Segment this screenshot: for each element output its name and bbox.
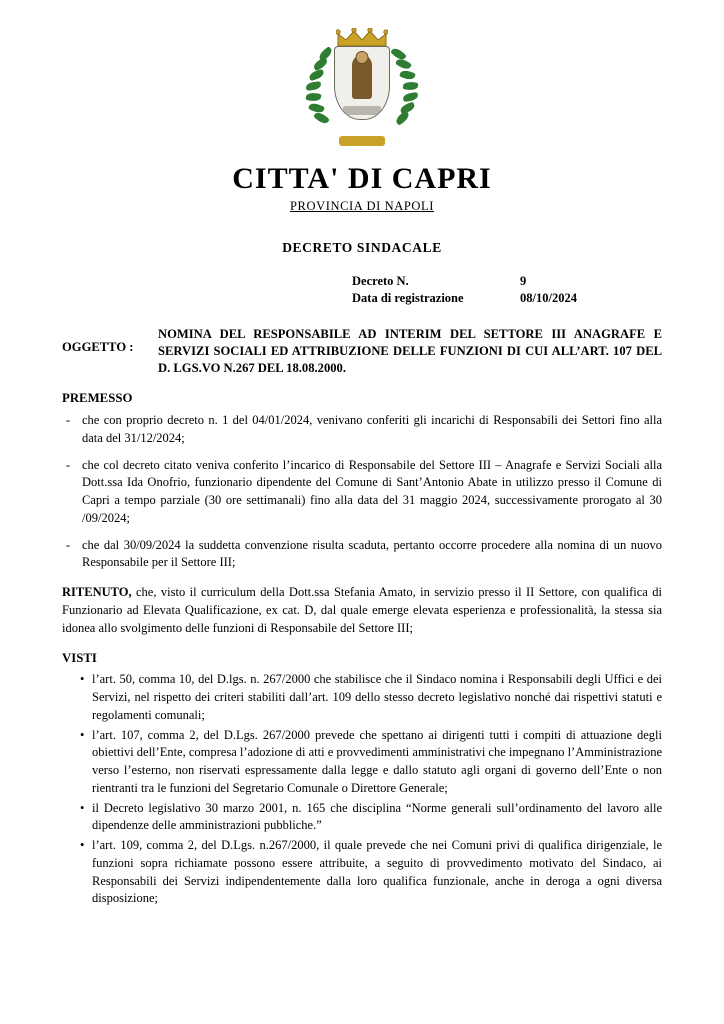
coat-of-arms-icon xyxy=(300,28,424,146)
dash-marker: - xyxy=(66,457,71,472)
dash-marker: - xyxy=(66,537,71,552)
list-item xyxy=(62,727,662,798)
decree-number-label: Decreto N. xyxy=(352,274,409,288)
bullet-marker: • xyxy=(80,727,85,742)
list-item xyxy=(62,457,662,528)
bullet-marker: • xyxy=(80,838,85,852)
subject-block xyxy=(62,326,662,377)
ribbon-icon xyxy=(339,136,385,146)
province-subtitle: PROVINCIA DI NAPOLI xyxy=(289,199,435,213)
decree-meta xyxy=(352,274,662,306)
laurel-right-icon xyxy=(390,48,424,132)
subject-text: NOMINA DEL RESPONSABILE AD INTERIM DEL SETTORE III ANAGRAFE E SERVIZI SOCIALI ED ATTRIBUZIONE DELLE FUNZIONI DI CUI ALL’ART. 107 DEL D. LGS.VO N.267 DEL 18.08.2000. xyxy=(158,327,662,375)
ritenuto-text: che, visto il curriculum della Dott.ssa Stefania Amato, in servizio presso il II Settore, con qualifica di Funzionario ad Elevata Qualificazione, ex cat. D, dal quale emerge elevata esperienza e professionalità, la stessa sia idonea allo svolgimento delle funzioni di Responsabile del Settore III; xyxy=(62,585,662,635)
document-type-title: DECRETO SINDACALE xyxy=(282,240,442,255)
dash-marker: - xyxy=(66,413,71,427)
visti-list xyxy=(62,671,662,908)
list-item-text: che col decreto citato veniva conferito l’incarico di Responsabile del Settore III – Anagrafe e Servizi Sociali alla Dott.ssa Ida Onofrio, funzionario dipendente del Comune di Sant’Antonio Abate in utilizzo presso il Comune di Capri a tempo parziale (30 ore settimanali) fino alla data del 31 maggio 2024, successivamente prorogato al 30 /09/2024; xyxy=(82,457,662,525)
list-item-text: che dal 30/09/2024 la suddetta convenzione risulta scaduta, pertanto occorre procedere alla nomina di un nuovo Responsabile per il Settore III; xyxy=(82,537,662,570)
list-item-text: il Decreto legislativo 30 marzo 2001, n. 165 che disciplina “Norme generali sull’ordinamento del lavoro alle dipendenze delle amministrazioni pubbliche.” xyxy=(92,800,662,833)
shield-icon xyxy=(334,46,390,120)
ritenuto-paragraph xyxy=(62,584,662,637)
list-item xyxy=(62,800,662,836)
registration-date-row xyxy=(352,291,662,306)
crown-icon xyxy=(336,28,388,48)
list-item-text: l’art. 50, comma 10, del D.lgs. n. 267/2000 che stabilisce che il Sindaco nomina i Responsabili degli Uffici e dei Servizi, nel rispetto dei criteri stabiliti dall’art. 109 dello stesso decreto legislativo nonché dai rispettivi statuti e regolamenti comunali; xyxy=(92,672,662,722)
decree-number-row xyxy=(352,274,662,289)
list-item xyxy=(62,671,662,724)
list-item xyxy=(62,837,662,908)
registration-date-label: Data di registrazione xyxy=(352,291,464,305)
ritenuto-lead: RITENUTO, xyxy=(62,585,132,599)
subject-label: OGGETTO : xyxy=(62,340,134,354)
city-title: CITTA' DI CAPRI xyxy=(232,162,492,195)
premesso-list xyxy=(62,412,662,572)
laurel-left-icon xyxy=(300,48,334,132)
crest-container xyxy=(62,28,662,150)
section-title-premesso: PREMESSO xyxy=(62,391,133,405)
list-item-text: l’art. 109, comma 2, del D.Lgs. n.267/2000, il quale prevede che nei Comuni privi di qualifica dirigenziale, le funzioni sopra richiamate possono essere attribuite, a seguito di provvedimento motivato del Sindaco, ai Responsabili dei Servizi indipendentemente dalla loro qualifica funzionale, anche in deroga a ogni diversa disposizione; xyxy=(92,838,662,906)
decree-number-value: 9 xyxy=(520,274,527,288)
bullet-marker: • xyxy=(80,800,85,815)
list-item xyxy=(62,537,662,573)
list-item-text: che con proprio decreto n. 1 del 04/01/2024, venivano conferiti gli incarichi di Responsabili dei Settori fino alla data del 31/12/2024; xyxy=(82,413,662,445)
bullet-marker: • xyxy=(80,672,85,687)
registration-date-value: 08/10/2024 xyxy=(520,291,577,305)
list-item xyxy=(62,412,662,448)
section-title-visti: VISTI xyxy=(62,651,97,666)
list-item-text: l’art. 107, comma 2, del D.Lgs. 267/2000 prevede che spettano ai dirigenti tutti i compiti di attuazione degli obiettivi dell’Ente, compresa l’adozione di atti e provvedimenti amministrativi che impegnano l’Amministrazione verso l’esterno, non riservati espressamente dalla legge e dallo statuto agli organi di governo dell’Ente o non rientranti tra le funzioni del Segretario Comunale o Direttore Generale; xyxy=(92,727,662,795)
